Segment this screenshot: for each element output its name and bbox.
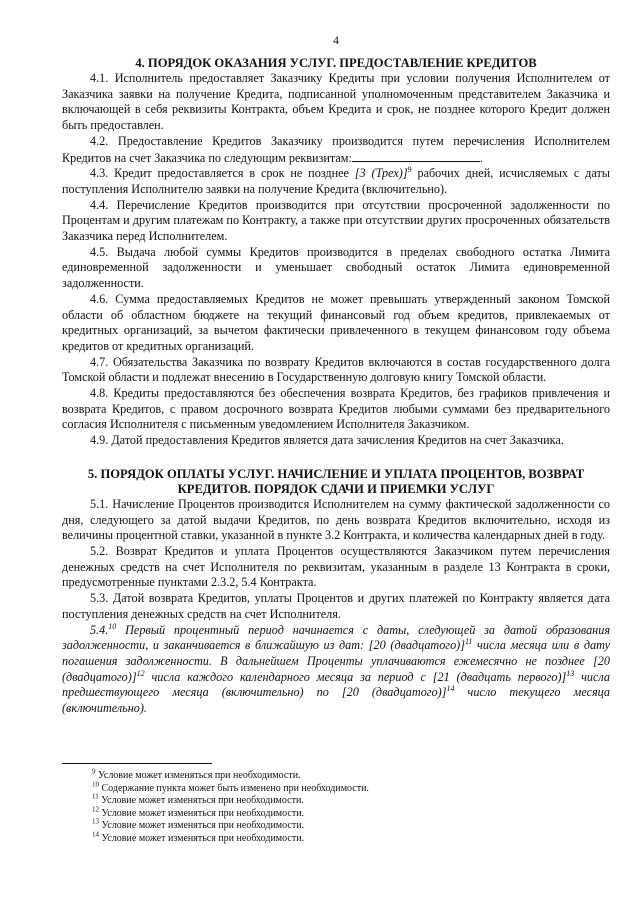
footnote-separator xyxy=(62,763,212,764)
term-value: [3 (Трех)] xyxy=(354,166,408,181)
footnote-ref: 10 xyxy=(108,621,117,631)
clause-4-5: 4.5. Выдача любой суммы Кредитов производится в пределах свободного остатка Лимита единовременной задолженности и уменьшает свободный остаток Лимита единовременной задолженности. xyxy=(62,244,610,291)
footnote-ref: 11 xyxy=(464,637,473,647)
clause-5-2: 5.2. Возврат Кредитов и уплата Процентов осуществляются Заказчиком путем перечисления денежных средств на счет Исполнителя по реквизитам, указанным в разделе 13 Контракта в сроки, предусмотренные пунктами 2.3.2, 5.4 Контракта. xyxy=(62,543,610,590)
footnote: $^{14}$ Условие может изменяться при необходимости. xyxy=(92,830,305,844)
footnote: $^{12}$ Условие может изменяться при необходимости. xyxy=(92,805,305,819)
clause-4-4: 4.4. Перечисление Кредитов производится при отсутствии просроченной задолженности по Процентам и другим платежам по Контракту, а также при отсутствии других просроченных обязательств Заказчика перед Исполнителем. xyxy=(62,197,610,244)
clause-4-8: 4.8. Кредиты предоставляются без обеспечения возврата Кредитов, без графиков привлечения и возврата Кредитов, с правом досрочного возврата Кредитов любыми суммами без предварительного согласия Исполнителя с письменным уведомлением Исполнителя Заказчиком. xyxy=(62,386,610,432)
clause-4-6: 4.6. Сумма предоставляемых Кредитов не может превышать утвержденный законом Томской области об областном бюджете на текущий финансовый год объем кредитов, привлекаемых от кредитных организаций, за вычетом фактически привлеченного в текущем финансовом году объема кредитов от кредитных организаций. xyxy=(62,291,610,353)
section-4-heading: 4. ПОРЯДОК ОКАЗАНИЯ УСЛУГ. ПРЕДОСТАВЛЕНИЕ КРЕДИТОВ xyxy=(135,56,537,70)
footnote-ref: 14 xyxy=(446,684,455,694)
clause-4-1: 4.1. Исполнитель предоставляет Заказчику Кредиты при условии получения Исполнителем от Заказчика заявки на получение Кредита, подписанной уполномоченным представителем Заказчика и включающей в себя реквизиты Контракта, объем Кредита и срок, не позднее которого Кредит должен быть предоставлен. xyxy=(62,71,610,133)
clause-5-1: 5.1. Начисление Процентов производится Исполнителем на сумму фактической задолженности со дня, следующего за датой выдачи Кредитов, по день возврата Кредитов включительно, исходя из величины процентной ставки, указанной в пункте 3.2 Контракта, и количества календарных дней в году. xyxy=(62,496,610,543)
clause-4-9: 4.9. Датой предоставления Кредитов является дата зачисления Кредитов на счет Заказчика. xyxy=(90,433,564,448)
clause-5-3: 5.3. Датой возврата Кредитов, уплаты Процентов и других платежей по Контракту является дата поступления денежных средств на счет Исполнителя. xyxy=(62,591,610,621)
footnote-ref: 12 xyxy=(136,668,145,678)
document-page xyxy=(62,32,610,717)
footnotes xyxy=(92,767,592,846)
footnote-ref: 13 xyxy=(566,668,575,678)
footnote: $^{10}$ Содержание пункта может быть изменено при необходимости. xyxy=(92,780,369,794)
footnote: $^9$ Условие может изменяться при необходимости. xyxy=(92,767,301,781)
clause-4-3: 4.3. Кредит предоставляется в срок не позднее [3 (Трех)]$^9$ рабочих дней, исчисляемых с даты поступления Исполнителю заявки на получение Кредита (включительно). xyxy=(62,165,610,196)
clause-4-7: 4.7. Обязательства Заказчика по возврату Кредитов включаются в состав государственного долга Томской области и подлежат внесению в Государственную долговую книгу Томской области. xyxy=(62,354,610,385)
footnote: $^{11}$ Условие может изменяться при необходимости. xyxy=(92,792,304,807)
footnote: $^{13}$ Условие может изменяться при необходимости. xyxy=(92,818,305,832)
requisites-blank-line xyxy=(352,150,480,162)
footnote-ref: 9 xyxy=(407,165,412,175)
clause-5-4: 5.4.10 Первый процентный период начинается с даты, следующей за датой образования задолженности, и заканчивается в ближайшую из дат: [20 (двадцатого)]$^{11}$ числа месяца или в дату погашения задолженности. В дальнейшем Проценты уплачиваются ежемесячно не позднее [20 (двадцатого)]$^{12}$ числа каждого календарного месяца за период с [21 (двадцать первого)]$^{13}$ числа предшествующего месяца (включительно) по [20 (двадцатого)]$^{14}$ число текущего месяца (включительно). xyxy=(62,621,610,716)
section-5-heading: 5. ПОРЯДОК ОПЛАТЫ УСЛУГ. НАЧИСЛЕНИЕ И УПЛАТА ПРОЦЕНТОВ, ВОЗВРАТ КРЕДИТОВ. ПОРЯДОК СДАЧИ И ПРИЕМКИ УСЛУГ xyxy=(87,466,585,496)
clause-4-2: 4.2. Предоставление Кредитов Заказчику производится путем перечисления Исполнителем Кредитов на счет Заказчика по следующим реквизитам: . xyxy=(62,133,610,165)
page-number: 4 xyxy=(333,33,339,47)
